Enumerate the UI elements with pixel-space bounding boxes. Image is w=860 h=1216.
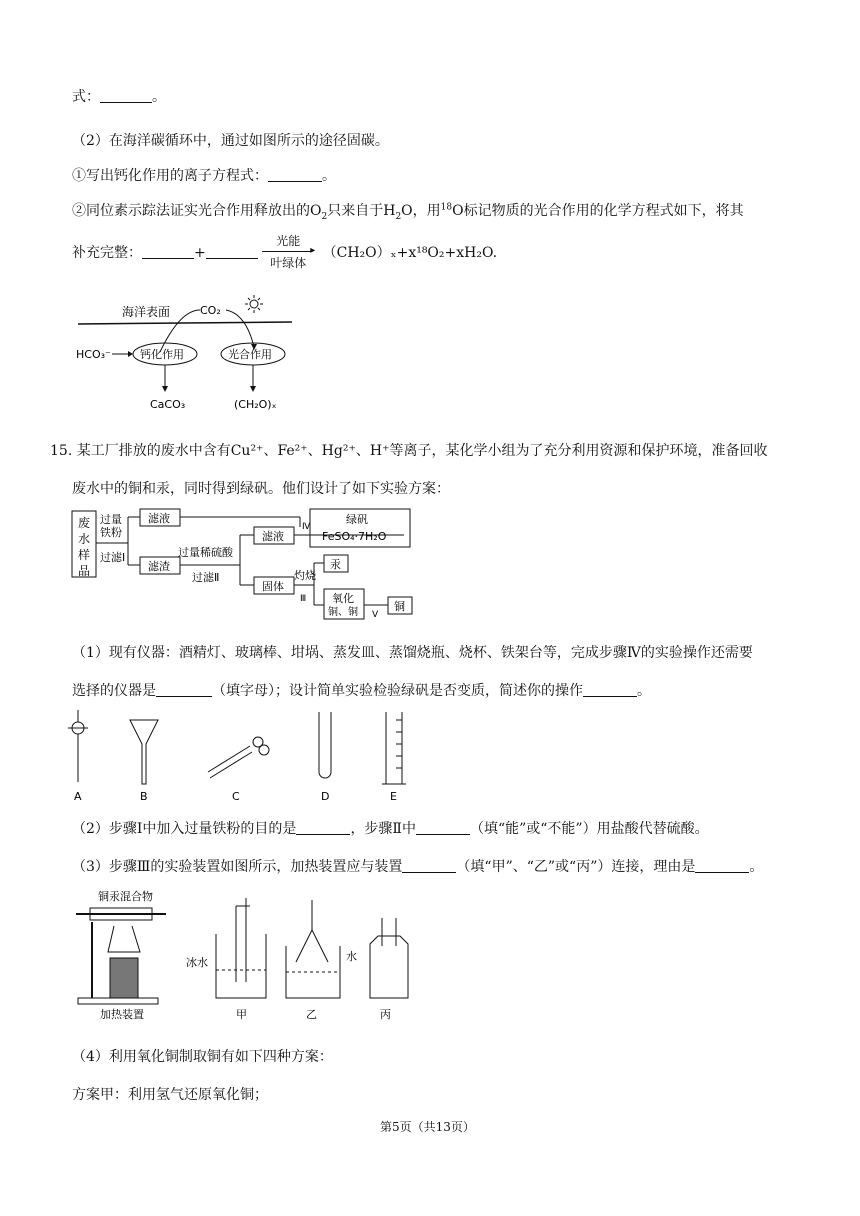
svg-text:水: 水	[346, 950, 357, 963]
svg-text:绿矾: 绿矾	[346, 513, 368, 526]
page-footer: 第5页（共13页）	[380, 1120, 475, 1134]
svg-text:A: A	[74, 790, 82, 803]
svg-text:滤液: 滤液	[148, 512, 170, 525]
q14-part2-2: ②同位素示踪法证实光合作用释放出的$O_2$只来自于$H_2O$，用$^{18}$O标记物质的光合作用的化学方程式如下，将其	[72, 202, 744, 222]
svg-text:FeSO₄·7H₂O: FeSO₄·7H₂O	[322, 530, 387, 543]
co2-label: CO₂	[200, 304, 221, 317]
q14-equation: 补充完整： + 光能 ▸ 叶绿体 （CH₂O）ₓ+x¹⁸O₂+xH₂O.	[72, 234, 498, 270]
svg-text:B: B	[140, 790, 148, 803]
sun-icon	[245, 295, 263, 313]
svg-text:氧化: 氧化	[332, 592, 354, 605]
q15-part3: （3）步骤Ⅲ的实验装置如图所示，加热装置应与装置 （填“甲”、“乙”或“丙”）连接，理由是 。	[72, 859, 764, 875]
svg-text:固体: 固体	[262, 580, 284, 593]
svg-text:E: E	[390, 790, 397, 803]
crucible-tongs-icon	[208, 737, 269, 778]
reaction-arrow: 光能 ▸ 叶绿体	[262, 245, 318, 259]
device-bing	[370, 918, 408, 998]
svg-text:滤液: 滤液	[262, 530, 284, 543]
svg-text:铜汞混合物: 铜汞混合物	[98, 890, 153, 903]
hco3-label: HCO₃⁻	[76, 348, 111, 361]
q14-part2-1: ①写出钙化作用的离子方程式： 。	[72, 168, 336, 184]
calcification-label: 钙化作用	[140, 348, 184, 361]
device-yi	[286, 900, 340, 998]
heating-apparatus	[76, 908, 166, 1004]
svg-text:过滤Ⅱ: 过滤Ⅱ	[192, 571, 220, 584]
svg-text:Ⅲ: Ⅲ	[300, 594, 307, 604]
caco3-label: CaCO₃	[150, 398, 186, 411]
separatory-funnel-icon	[68, 710, 88, 782]
svg-text:汞: 汞	[330, 558, 341, 571]
q15-stem-1: 15. 某工厂排放的废水中含有Cu²⁺、Fe²⁺、Hg²⁺、H⁺等离子，某化学小组为了充分利用资源和保护环境，准备回收	[50, 443, 768, 459]
process-flowchart	[70, 505, 430, 620]
svg-text:Ⅴ: Ⅴ	[372, 610, 379, 620]
svg-text:冰水: 冰水	[186, 956, 208, 969]
svg-text:甲: 甲	[236, 1008, 247, 1021]
apparatus-figure	[60, 706, 420, 806]
svg-text:样: 样	[78, 548, 91, 562]
q14-part2: （2）在海洋碳循环中，通过如图所示的途径固碳。	[72, 133, 389, 149]
svg-text:过量: 过量	[100, 513, 122, 526]
svg-text:C: C	[232, 790, 240, 803]
graduated-cylinder-icon	[382, 712, 406, 784]
svg-text:铁粉: 铁粉	[100, 526, 122, 539]
svg-text:废: 废	[78, 516, 91, 530]
q15-part1-b: 选择的仪器是 （填字母）；设计简单实验检验绿矾是否变质，简述你的操作 。	[72, 683, 651, 699]
svg-text:滤渣: 滤渣	[148, 560, 170, 573]
q15-stem-2: 废水中的铜和汞，同时得到绿矾。他们设计了如下实验方案：	[72, 481, 450, 497]
svg-text:灼烧: 灼烧	[294, 569, 316, 582]
svg-text:丙: 丙	[380, 1008, 391, 1021]
svg-text:水: 水	[78, 532, 91, 546]
svg-text:铜: 铜	[394, 600, 405, 613]
device-jia	[216, 898, 266, 998]
device-figure	[70, 886, 410, 1026]
ocean-surface-label: 海洋表面	[122, 305, 171, 319]
svg-text:加热装置: 加热装置	[100, 1008, 144, 1021]
svg-text:过滤Ⅰ: 过滤Ⅰ	[100, 551, 126, 564]
svg-text:铜、铜: 铜、铜	[328, 607, 358, 618]
answer-line-0: 式： 。	[72, 89, 166, 105]
ch2o-label: (CH₂O)ₓ	[234, 398, 277, 411]
q15-part2: （2）步骤Ⅰ中加入过量铁粉的目的是 ，步骤Ⅱ中 （填“能”或“不能”）用盐酸代替硫酸。	[72, 821, 709, 837]
test-tube-icon	[319, 712, 331, 778]
svg-text:品: 品	[78, 564, 91, 578]
svg-text:过量稀硫酸: 过量稀硫酸	[178, 546, 233, 559]
funnel-icon	[130, 720, 158, 784]
q15-plan-a: 方案甲：利用氢气还原氧化铜；	[72, 1087, 268, 1103]
q15-part4: （4）利用氧化铜制取铜有如下四种方案：	[72, 1049, 333, 1065]
q15-part1-a: （1）现有仪器：酒精灯、玻璃棒、坩埚、蒸发皿、蒸馏烧瓶、烧杯、铁架台等，完成步骤Ⅳ的实验操作还需要	[72, 645, 753, 661]
svg-text:Ⅳ: Ⅳ	[302, 522, 311, 532]
carbon-cycle-figure	[70, 292, 300, 417]
svg-text:D: D	[321, 790, 330, 803]
photosynthesis-label: 光合作用	[228, 348, 272, 361]
svg-text:乙: 乙	[306, 1008, 317, 1021]
